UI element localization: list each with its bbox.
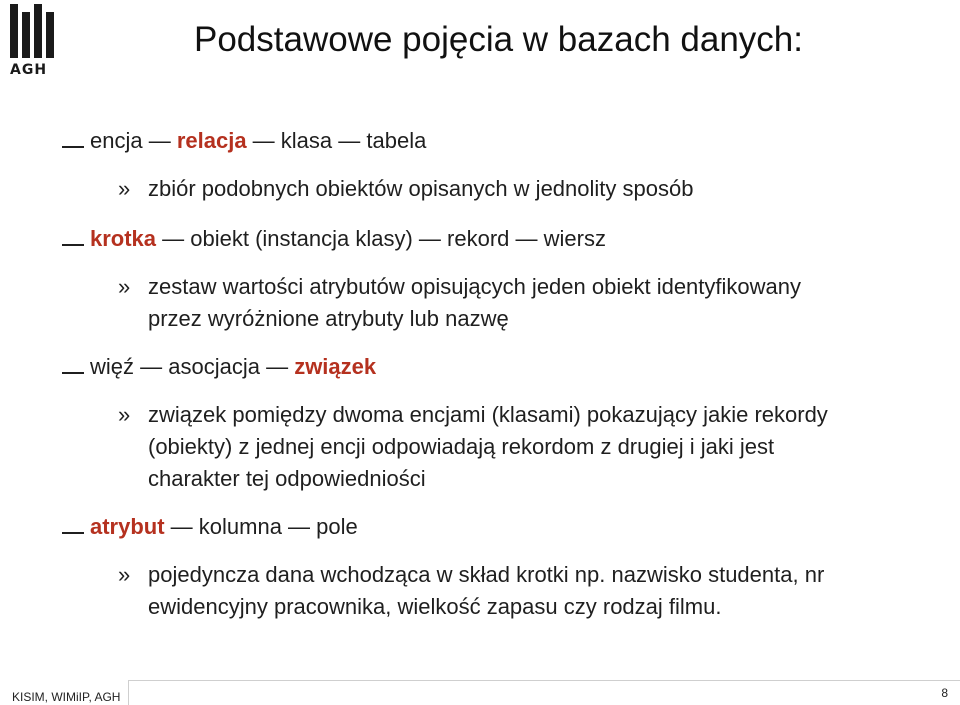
logo-text: AGH xyxy=(10,62,48,78)
footer-text: KISIM, WIMiIP, AGH xyxy=(12,690,121,704)
level1-dash xyxy=(62,244,84,246)
level1-item xyxy=(90,514,358,540)
level2-text: (obiekty) z jednej encji odpowiadają rekordom z drugiej i jaki jest xyxy=(148,434,775,459)
level1-item xyxy=(90,128,426,154)
level2-text: pojedyncza dana wchodząca w skład krotki np. nazwisko studenta, nr xyxy=(148,562,825,587)
level2-bullet: » xyxy=(118,176,131,201)
level2-text: zbiór podobnych obiektów opisanych w jednolity sposób xyxy=(148,176,694,201)
keyword-term: krotka xyxy=(90,226,157,251)
level2-bullet: » xyxy=(118,562,131,587)
slide-title: Podstawowe pojęcia w bazach danych: xyxy=(194,20,803,59)
level1-dash xyxy=(62,146,84,148)
level2-text: charakter tej odpowiedniości xyxy=(148,466,426,491)
level2-text: przez wyróżnione atrybuty lub nazwę xyxy=(148,306,509,331)
level2-bullet: » xyxy=(118,274,131,299)
term-text: — obiekt (instancja klasy) — rekord — wiersz xyxy=(156,226,606,251)
term-text: więź — asocjacja — xyxy=(90,354,295,379)
keyword-term: związek xyxy=(294,354,377,379)
logo-bars xyxy=(10,4,54,58)
level1-dash xyxy=(62,372,84,374)
footer-divider xyxy=(128,680,960,681)
footer-separator xyxy=(128,680,129,705)
level2-bullet: » xyxy=(118,402,131,427)
page-number: 8 xyxy=(941,686,948,700)
term-text: encja — xyxy=(90,128,177,153)
term-text: — klasa — tabela xyxy=(246,128,427,153)
level2-text: ewidencyjny pracownika, wielkość zapasu czy rodzaj filmu. xyxy=(148,594,722,619)
level1-item xyxy=(90,226,606,252)
agh-logo xyxy=(10,4,54,78)
term-text: — kolumna — pole xyxy=(164,514,358,539)
keyword-term: atrybut xyxy=(90,514,165,539)
level1-dash xyxy=(62,532,84,534)
keyword-term: relacja xyxy=(176,128,247,153)
level2-text: związek pomiędzy dwoma encjami (klasami) pokazujący jakie rekordy xyxy=(148,402,828,427)
level2-text: zestaw wartości atrybutów opisujących jeden obiekt identyfikowany xyxy=(148,274,801,299)
level1-item xyxy=(90,354,376,380)
